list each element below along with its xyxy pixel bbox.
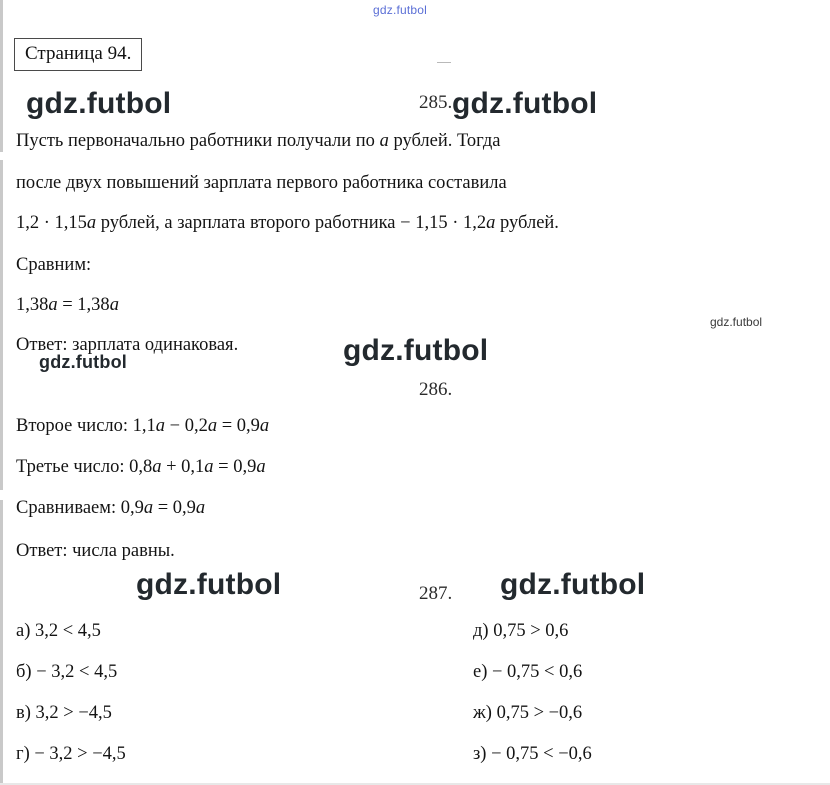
task-286-line-3: Сравниваем: 0,9a = 0,9a	[16, 498, 206, 518]
scan-artifact-dash	[437, 62, 451, 63]
task-285-line-4: Сравним:	[16, 255, 92, 275]
task-287-answer-b: б) − 3,2 < 4,5	[16, 662, 118, 682]
task-number-286: 286.	[419, 379, 453, 400]
task-number-285: 285.	[419, 92, 453, 113]
task-286-line-2: Третье число: 0,8a + 0,1a = 0,9a	[16, 457, 266, 477]
watermark-brand-7: gdz.futbol	[500, 568, 646, 601]
watermark-top: gdz.futbol	[373, 3, 428, 17]
watermark-brand-3: gdz.futbol	[710, 315, 763, 329]
task-286-line-1: Второе число: 1,1a − 0,2a = 0,9a	[16, 416, 270, 436]
task-285-line-1: Пусть первоначально работники получали по a рублей. Тогда	[16, 131, 501, 151]
task-285-line-5: 1,38a = 1,38a	[16, 295, 119, 315]
watermark-brand-6: gdz.futbol	[136, 568, 282, 601]
task-286-line-4: Ответ: числа равны.	[16, 541, 175, 561]
task-287-answer-v: в) 3,2 > −4,5	[16, 703, 112, 723]
task-287-answer-d: д) 0,75 > 0,6	[473, 621, 569, 641]
task-287-answer-zh: ж) 0,75 > −0,6	[473, 703, 583, 723]
task-285-line-2: после двух повышений зарплата первого работника составила	[16, 173, 507, 193]
watermark-brand-1: gdz.futbol	[26, 87, 172, 120]
scan-edge-top	[0, 0, 3, 152]
task-287-answer-z: з) − 0,75 < −0,6	[473, 744, 592, 764]
scan-edge-bottom	[0, 500, 3, 785]
task-287-answer-e: е) − 0,75 < 0,6	[473, 662, 583, 682]
task-287-answer-a: а) 3,2 < 4,5	[16, 621, 101, 641]
scan-edge-mid	[0, 160, 3, 490]
task-285-line-3: 1,2 · 1,15a рублей, а зарплата второго работника − 1,15 · 1,2a рублей.	[16, 213, 559, 233]
watermark-brand-5: gdz.futbol	[39, 352, 127, 372]
watermark-brand-4: gdz.futbol	[343, 334, 489, 367]
page-label: Страница 94.	[14, 38, 142, 71]
task-285-line-6: Ответ: зарплата одинаковая.	[16, 335, 239, 355]
watermark-brand-2: gdz.futbol	[452, 87, 598, 120]
task-number-287: 287.	[419, 583, 453, 604]
task-287-answer-g: г) − 3,2 > −4,5	[16, 744, 126, 764]
